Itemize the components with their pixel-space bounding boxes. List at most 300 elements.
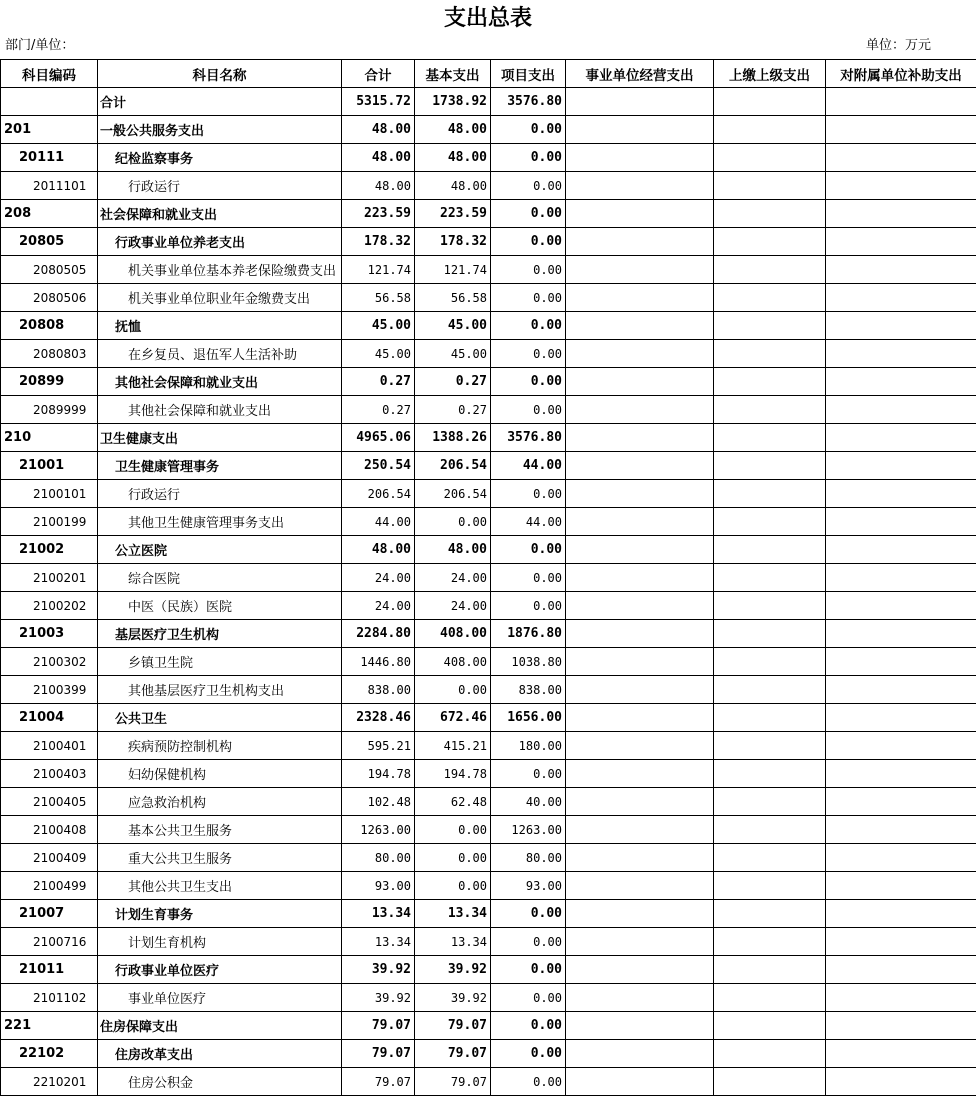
cell-remit (714, 508, 826, 536)
table-row (1, 1068, 976, 1096)
cell-project: 0.00 (491, 340, 566, 368)
cell-subsidy (826, 256, 976, 284)
cell-name: 其他社会保障和就业支出 (98, 396, 342, 424)
cell-basic: 48.00 (415, 172, 491, 200)
cell-code: 2100408 (1, 816, 98, 844)
cell-basic: 48.00 (415, 116, 491, 144)
cell-business (566, 88, 714, 116)
cell-code: 2080803 (1, 340, 98, 368)
table-row (1, 620, 976, 648)
cell-name: 合计 (98, 88, 342, 116)
cell-name: 其他社会保障和就业支出 (98, 368, 342, 396)
cell-project: 80.00 (491, 844, 566, 872)
cell-remit (714, 228, 826, 256)
cell-name: 疾病预防控制机构 (98, 732, 342, 760)
cell-subsidy (826, 1068, 976, 1096)
cell-remit (714, 1012, 826, 1040)
cell-business (566, 928, 714, 956)
cell-total: 194.78 (342, 760, 415, 788)
cell-subsidy (826, 480, 976, 508)
cell-total: 13.34 (342, 900, 415, 928)
table-row (1, 424, 976, 452)
cell-code: 2100201 (1, 564, 98, 592)
cell-project: 1263.00 (491, 816, 566, 844)
cell-total: 48.00 (342, 116, 415, 144)
cell-name: 公共卫生 (98, 704, 342, 732)
header-remit: 上缴上级支出 (714, 60, 826, 88)
cell-project: 1876.80 (491, 620, 566, 648)
cell-subsidy (826, 872, 976, 900)
table-row (1, 788, 976, 816)
cell-total: 39.92 (342, 984, 415, 1012)
cell-total: 44.00 (342, 508, 415, 536)
cell-basic: 121.74 (415, 256, 491, 284)
cell-basic: 39.92 (415, 956, 491, 984)
cell-code (1, 88, 98, 116)
cell-remit (714, 620, 826, 648)
cell-business (566, 200, 714, 228)
cell-project: 0.00 (491, 256, 566, 284)
cell-basic: 1738.92 (415, 88, 491, 116)
cell-code: 2100401 (1, 732, 98, 760)
table-body (1, 88, 976, 1096)
table-row (1, 984, 976, 1012)
cell-remit (714, 480, 826, 508)
cell-subsidy (826, 340, 976, 368)
cell-remit (714, 592, 826, 620)
cell-name: 妇幼保健机构 (98, 760, 342, 788)
cell-subsidy (826, 956, 976, 984)
cell-remit (714, 760, 826, 788)
cell-total: 0.27 (342, 368, 415, 396)
cell-project: 0.00 (491, 592, 566, 620)
cell-project: 0.00 (491, 984, 566, 1012)
cell-name: 机关事业单位基本养老保险缴费支出 (98, 256, 342, 284)
cell-subsidy (826, 676, 976, 704)
cell-code: 21003 (1, 620, 98, 648)
cell-total: 250.54 (342, 452, 415, 480)
header-project: 项目支出 (491, 60, 566, 88)
cell-project: 1656.00 (491, 704, 566, 732)
cell-code: 201 (1, 116, 98, 144)
cell-subsidy (826, 508, 976, 536)
table-row (1, 312, 976, 340)
cell-project: 3576.80 (491, 424, 566, 452)
cell-remit (714, 928, 826, 956)
table-row (1, 172, 976, 200)
cell-basic: 194.78 (415, 760, 491, 788)
cell-business (566, 1040, 714, 1068)
cell-subsidy (826, 228, 976, 256)
table-row (1, 900, 976, 928)
cell-code: 2100101 (1, 480, 98, 508)
table-row (1, 844, 976, 872)
table-row (1, 732, 976, 760)
cell-code: 2100199 (1, 508, 98, 536)
cell-basic: 24.00 (415, 564, 491, 592)
cell-subsidy (826, 144, 976, 172)
cell-basic: 0.27 (415, 368, 491, 396)
cell-project: 0.00 (491, 312, 566, 340)
table-row (1, 676, 976, 704)
cell-code: 2100405 (1, 788, 98, 816)
cell-basic: 0.00 (415, 844, 491, 872)
cell-project: 44.00 (491, 508, 566, 536)
cell-subsidy (826, 1040, 976, 1068)
cell-basic: 48.00 (415, 536, 491, 564)
table-row (1, 116, 976, 144)
cell-project: 0.00 (491, 1068, 566, 1096)
cell-remit (714, 788, 826, 816)
cell-code: 2011101 (1, 172, 98, 200)
cell-basic: 45.00 (415, 312, 491, 340)
table-row (1, 1012, 976, 1040)
table-row (1, 592, 976, 620)
cell-name: 住房改革支出 (98, 1040, 342, 1068)
cell-total: 2284.80 (342, 620, 415, 648)
cell-business (566, 312, 714, 340)
cell-business (566, 676, 714, 704)
table-row (1, 200, 976, 228)
cell-name: 卫生健康管理事务 (98, 452, 342, 480)
cell-project: 40.00 (491, 788, 566, 816)
cell-code: 2100403 (1, 760, 98, 788)
cell-name: 社会保障和就业支出 (98, 200, 342, 228)
cell-code: 221 (1, 1012, 98, 1040)
table-row (1, 648, 976, 676)
cell-remit (714, 956, 826, 984)
header-name: 科目名称 (98, 60, 342, 88)
cell-total: 2328.46 (342, 704, 415, 732)
cell-remit (714, 144, 826, 172)
cell-basic: 79.07 (415, 1068, 491, 1096)
cell-total: 595.21 (342, 732, 415, 760)
cell-code: 21007 (1, 900, 98, 928)
cell-subsidy (826, 88, 976, 116)
cell-total: 0.27 (342, 396, 415, 424)
page-title: 支出总表 (0, 2, 976, 36)
cell-code: 20805 (1, 228, 98, 256)
table-row (1, 1040, 976, 1068)
cell-name: 其他公共卫生支出 (98, 872, 342, 900)
cell-business (566, 508, 714, 536)
cell-business (566, 340, 714, 368)
cell-business (566, 172, 714, 200)
cell-basic: 45.00 (415, 340, 491, 368)
cell-remit (714, 648, 826, 676)
cell-code: 22102 (1, 1040, 98, 1068)
table-row (1, 256, 976, 284)
cell-remit (714, 340, 826, 368)
cell-subsidy (826, 732, 976, 760)
cell-business (566, 564, 714, 592)
cell-business (566, 424, 714, 452)
cell-business (566, 480, 714, 508)
cell-total: 79.07 (342, 1068, 415, 1096)
cell-subsidy (826, 536, 976, 564)
cell-basic: 79.07 (415, 1040, 491, 1068)
cell-basic: 408.00 (415, 620, 491, 648)
cell-name: 住房保障支出 (98, 1012, 342, 1040)
cell-subsidy (826, 116, 976, 144)
cell-subsidy (826, 984, 976, 1012)
cell-business (566, 788, 714, 816)
table-row (1, 536, 976, 564)
cell-business (566, 396, 714, 424)
cell-basic: 13.34 (415, 928, 491, 956)
cell-name: 应急救治机构 (98, 788, 342, 816)
cell-total: 102.48 (342, 788, 415, 816)
cell-business (566, 452, 714, 480)
cell-total: 79.07 (342, 1012, 415, 1040)
cell-subsidy (826, 900, 976, 928)
cell-code: 2100399 (1, 676, 98, 704)
cell-business (566, 256, 714, 284)
cell-remit (714, 1068, 826, 1096)
cell-project: 838.00 (491, 676, 566, 704)
cell-project: 0.00 (491, 144, 566, 172)
table-row (1, 368, 976, 396)
cell-name: 住房公积金 (98, 1068, 342, 1096)
cell-name: 卫生健康支出 (98, 424, 342, 452)
cell-total: 48.00 (342, 144, 415, 172)
cell-project: 0.00 (491, 172, 566, 200)
cell-subsidy (826, 396, 976, 424)
cell-name: 计划生育事务 (98, 900, 342, 928)
cell-subsidy (826, 564, 976, 592)
table-row (1, 928, 976, 956)
cell-name: 行政运行 (98, 172, 342, 200)
cell-code: 20808 (1, 312, 98, 340)
cell-name: 计划生育机构 (98, 928, 342, 956)
cell-basic: 1388.26 (415, 424, 491, 452)
cell-total: 93.00 (342, 872, 415, 900)
cell-project: 0.00 (491, 564, 566, 592)
cell-basic: 0.27 (415, 396, 491, 424)
cell-remit (714, 396, 826, 424)
cell-business (566, 900, 714, 928)
table-row (1, 144, 976, 172)
cell-project: 0.00 (491, 396, 566, 424)
cell-remit (714, 452, 826, 480)
cell-name: 事业单位医疗 (98, 984, 342, 1012)
cell-project: 0.00 (491, 228, 566, 256)
cell-code: 2101102 (1, 984, 98, 1012)
cell-business (566, 228, 714, 256)
table-row (1, 228, 976, 256)
cell-subsidy (826, 928, 976, 956)
cell-business (566, 648, 714, 676)
cell-basic: 223.59 (415, 200, 491, 228)
cell-code: 2100409 (1, 844, 98, 872)
cell-business (566, 592, 714, 620)
cell-basic: 0.00 (415, 872, 491, 900)
cell-name: 综合医院 (98, 564, 342, 592)
cell-total: 79.07 (342, 1040, 415, 1068)
cell-subsidy (826, 172, 976, 200)
cell-name: 机关事业单位职业年金缴费支出 (98, 284, 342, 312)
cell-subsidy (826, 620, 976, 648)
cell-total: 5315.72 (342, 88, 415, 116)
cell-project: 0.00 (491, 480, 566, 508)
cell-business (566, 816, 714, 844)
table-row (1, 284, 976, 312)
cell-code: 2100202 (1, 592, 98, 620)
cell-total: 4965.06 (342, 424, 415, 452)
cell-total: 206.54 (342, 480, 415, 508)
cell-project: 1038.80 (491, 648, 566, 676)
cell-code: 210 (1, 424, 98, 452)
cell-subsidy (826, 368, 976, 396)
cell-name: 抚恤 (98, 312, 342, 340)
cell-remit (714, 1040, 826, 1068)
cell-code: 2100716 (1, 928, 98, 956)
cell-name: 其他基层医疗卫生机构支出 (98, 676, 342, 704)
header-subsidy: 对附属单位补助支出 (826, 60, 976, 88)
cell-code: 21004 (1, 704, 98, 732)
cell-subsidy (826, 760, 976, 788)
cell-project: 0.00 (491, 284, 566, 312)
cell-code: 20111 (1, 144, 98, 172)
cell-subsidy (826, 452, 976, 480)
header-business: 事业单位经营支出 (566, 60, 714, 88)
cell-project: 44.00 (491, 452, 566, 480)
cell-business (566, 284, 714, 312)
cell-subsidy (826, 312, 976, 340)
table-row (1, 452, 976, 480)
cell-remit (714, 256, 826, 284)
expenditure-table (0, 59, 976, 1096)
cell-basic: 408.00 (415, 648, 491, 676)
cell-subsidy (826, 704, 976, 732)
cell-subsidy (826, 816, 976, 844)
cell-code: 20899 (1, 368, 98, 396)
table-row (1, 396, 976, 424)
cell-remit (714, 116, 826, 144)
cell-basic: 62.48 (415, 788, 491, 816)
cell-total: 45.00 (342, 312, 415, 340)
cell-code: 21002 (1, 536, 98, 564)
cell-code: 208 (1, 200, 98, 228)
cell-project: 0.00 (491, 116, 566, 144)
cell-code: 21001 (1, 452, 98, 480)
cell-project: 180.00 (491, 732, 566, 760)
cell-basic: 13.34 (415, 900, 491, 928)
cell-name: 一般公共服务支出 (98, 116, 342, 144)
cell-code: 2080506 (1, 284, 98, 312)
cell-total: 13.34 (342, 928, 415, 956)
cell-project: 93.00 (491, 872, 566, 900)
cell-remit (714, 900, 826, 928)
cell-remit (714, 844, 826, 872)
table-row (1, 704, 976, 732)
cell-remit (714, 564, 826, 592)
cell-basic: 415.21 (415, 732, 491, 760)
cell-remit (714, 984, 826, 1012)
cell-project: 0.00 (491, 956, 566, 984)
cell-name: 在乡复员、退伍军人生活补助 (98, 340, 342, 368)
cell-code: 2210201 (1, 1068, 98, 1096)
cell-subsidy (826, 788, 976, 816)
cell-project: 0.00 (491, 928, 566, 956)
cell-name: 基层医疗卫生机构 (98, 620, 342, 648)
cell-basic: 0.00 (415, 508, 491, 536)
cell-project: 0.00 (491, 760, 566, 788)
cell-basic: 39.92 (415, 984, 491, 1012)
cell-business (566, 1012, 714, 1040)
cell-name: 乡镇卫生院 (98, 648, 342, 676)
cell-basic: 48.00 (415, 144, 491, 172)
department-label: 部门/单位： (5, 36, 74, 56)
cell-code: 2080505 (1, 256, 98, 284)
cell-business (566, 984, 714, 1012)
cell-business (566, 956, 714, 984)
cell-total: 24.00 (342, 592, 415, 620)
cell-business (566, 732, 714, 760)
table-row (1, 480, 976, 508)
cell-basic: 0.00 (415, 816, 491, 844)
cell-business (566, 704, 714, 732)
header-row (1, 60, 976, 88)
table-row (1, 88, 976, 116)
cell-total: 48.00 (342, 172, 415, 200)
cell-name: 中医（民族）医院 (98, 592, 342, 620)
cell-remit (714, 732, 826, 760)
cell-remit (714, 312, 826, 340)
unit-label: 单位：万元 (866, 36, 931, 56)
cell-project: 0.00 (491, 1012, 566, 1040)
cell-subsidy (826, 648, 976, 676)
cell-total: 838.00 (342, 676, 415, 704)
cell-subsidy (826, 284, 976, 312)
cell-total: 1446.80 (342, 648, 415, 676)
cell-remit (714, 816, 826, 844)
cell-subsidy (826, 844, 976, 872)
cell-basic: 178.32 (415, 228, 491, 256)
cell-name: 重大公共卫生服务 (98, 844, 342, 872)
cell-remit (714, 284, 826, 312)
header-basic: 基本支出 (415, 60, 491, 88)
cell-total: 223.59 (342, 200, 415, 228)
cell-remit (714, 200, 826, 228)
cell-code: 2100499 (1, 872, 98, 900)
table-row (1, 564, 976, 592)
cell-business (566, 116, 714, 144)
cell-remit (714, 424, 826, 452)
cell-total: 56.58 (342, 284, 415, 312)
table-row (1, 340, 976, 368)
cell-basic: 206.54 (415, 452, 491, 480)
table-row (1, 872, 976, 900)
cell-project: 0.00 (491, 368, 566, 396)
cell-code: 2100302 (1, 648, 98, 676)
cell-basic: 56.58 (415, 284, 491, 312)
cell-remit (714, 676, 826, 704)
cell-subsidy (826, 200, 976, 228)
cell-subsidy (826, 1012, 976, 1040)
cell-business (566, 844, 714, 872)
cell-name: 行政事业单位养老支出 (98, 228, 342, 256)
cell-remit (714, 172, 826, 200)
cell-code: 21011 (1, 956, 98, 984)
header-code: 科目编码 (1, 60, 98, 88)
cell-total: 80.00 (342, 844, 415, 872)
cell-name: 其他卫生健康管理事务支出 (98, 508, 342, 536)
cell-business (566, 1068, 714, 1096)
cell-basic: 672.46 (415, 704, 491, 732)
table-row (1, 508, 976, 536)
cell-project: 3576.80 (491, 88, 566, 116)
